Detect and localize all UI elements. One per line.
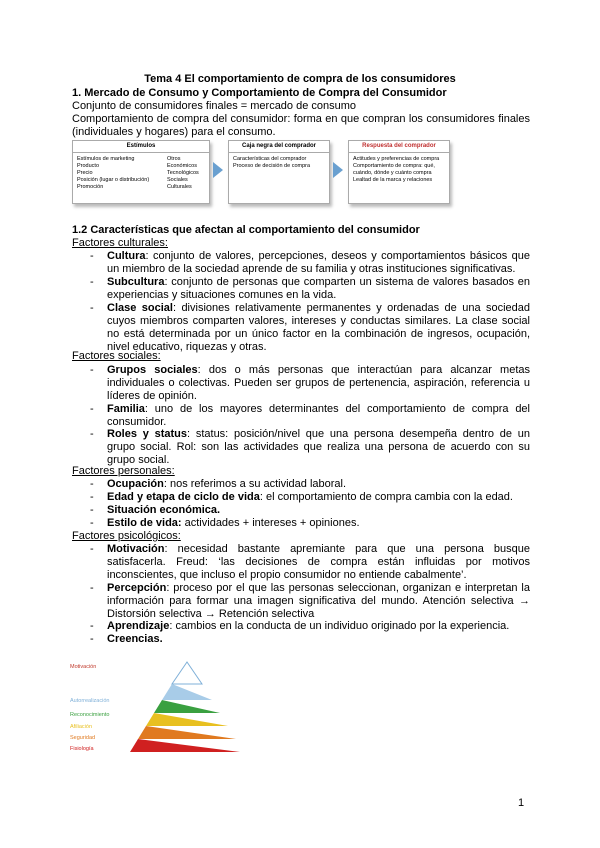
item-term: Percepción [107, 582, 167, 594]
stimuli-marketing-col [77, 156, 155, 191]
item-term: Subcultura [107, 276, 165, 288]
pyramid-label: Autorrealización [70, 698, 110, 704]
list-item: - Edad y etapa de ciclo de vida: el comportamiento de compra cambia con la edad. [90, 491, 513, 503]
item-term: Cultura [107, 250, 146, 262]
stimulus-response-diagram [72, 140, 450, 206]
diagram-box-black-box-title: Caja negra del comprador [229, 141, 329, 153]
item-text: : divisiones relativamente permanentes y ordenadas de una sociedad cuyos miembros comparten valores, intereses y conductas similares. La clase social no está determinada por un único factor en la combinación de ingresos, ocupación, nivel educativo, riquezas y otras. [107, 302, 531, 353]
diagram-box-stimuli-title: Estímulos [73, 141, 209, 153]
list-item: - Clase social: divisiones relativamente permanentes y ordenadas de una sociedad cuyos miembros comparten valores, intereses y conductas similares. La clase social no está determinada por un único factor en la combinación de ingresos, ocupación, nivel educativo, riquezas y otras. [90, 302, 531, 353]
item-text: : uno de los mayores determinantes del comportamiento de compra del consumidor. [107, 403, 530, 428]
stimuli-other-col [167, 156, 207, 191]
black-box-item: Características del comprador [233, 156, 307, 162]
response-col [353, 156, 447, 184]
response-item: Actitudes y preferencias de compra [353, 156, 440, 162]
item-term: Clase social [107, 302, 173, 314]
psych-factors-label: Factores psicológicos: [72, 530, 181, 542]
stimuli-item: Producto [77, 163, 100, 169]
item-text: : necesidad bastante apremiante para que una persona busque satisfacerla. Freud: ‘las decisiones de compra están influidas por motivos inconscientes, que incluso el propio consumidor no entiende cabalmente’. [107, 543, 530, 581]
pyramid-label: Afiliación [70, 724, 93, 730]
list-item: - Subcultura: conjunto de personas que comparten un sistema de valores basados en experiencias y situaciones comunes en la vida. [90, 276, 530, 301]
pyramid-tier [154, 700, 220, 713]
pyramid-label: Reconocimiento [70, 712, 110, 718]
pyramid-tier [172, 662, 202, 684]
maslow-pyramid [70, 660, 240, 760]
pyramid-graphic [70, 660, 240, 760]
list-item: - Ocupación: nos referimos a su actividad laboral. [90, 478, 347, 490]
list-item: - Motivación: necesidad bastante apremiante para que una persona busque satisfacerla. Freud: ‘las decisiones de compra están influidas por motivos inconscientes, que incluso el propio consumidor no entiende cabalmente’. [90, 543, 530, 581]
response-item: cuándo, dónde y cuánto compra [353, 170, 432, 176]
list-item: - Creencias. [90, 633, 163, 645]
item-term: Edad y etapa de ciclo de vida [107, 491, 260, 503]
pyramid-label: Seguridad [70, 735, 96, 741]
list-item: - Aprendizaje: cambios en la conducta de un individuo originado por la experiencia. [90, 620, 510, 632]
diagram-arrow-icon [213, 162, 223, 178]
diagram-box-response-title: Respuesta del comprador [349, 141, 449, 153]
item-term: Grupos sociales [107, 364, 198, 376]
item-term: Motivación [107, 543, 165, 555]
section1-line1: Conjunto de consumidores finales = mercado de consumo [72, 100, 357, 112]
pyramid-tier [130, 739, 240, 752]
item-text: : nos referimos a su actividad laboral. [163, 478, 347, 490]
document-title: Tema 4 El comportamiento de compra de los consumidores [144, 73, 456, 85]
stimuli-item: Económicos [167, 163, 197, 169]
diagram-arrow-icon [333, 162, 343, 178]
social-factors-label: Factores sociales: [72, 350, 161, 362]
pyramid-label: Fisiología [70, 746, 94, 752]
cultural-factors-label: Factores culturales: [72, 237, 168, 249]
item-text: : dos o más personas que interactúan para alcanzar metas individuales o colectivas. Pueden ser grupos de pertenencia, aspiración, referencia u líderes de opinión. [107, 364, 530, 402]
stimuli-item: Promoción [77, 184, 104, 190]
diagram-box-stimuli [72, 140, 210, 204]
section1-heading: 1. Mercado de Consumo y Comportamiento de Compra del Consumidor [72, 87, 447, 99]
black-box-item: Proceso de decisión de compra [233, 163, 311, 169]
response-item: Comportamiento de compra: qué, [353, 163, 435, 169]
item-text: : status: posición/nivel que una persona desempeña dentro de un grupo social. Rol: son las actividades que realiza una persona de acuerdo con su grupo social. [107, 428, 531, 466]
item-text: : cambios en la conducta de un individuo originado por la experiencia. [169, 620, 510, 632]
stimuli-item: Posición (lugar o distribución) [77, 177, 150, 183]
list-item: - Grupos sociales: dos o más personas que interactúan para alcanzar metas individuales o colectivas. Pueden ser grupos de pertenencia, aspiración, referencia u líderes de opinión. [90, 364, 530, 402]
item-text: : conjunto de valores, percepciones, deseos y comportamientos básicos que un miembro de la sociedad aprende de su familia y otras instituciones significativas. [107, 250, 530, 275]
item-term: Ocupación [107, 478, 164, 490]
page-number: 1 [518, 797, 525, 809]
black-box-col [233, 156, 327, 170]
list-item: - Estilo de vida: actividades + intereses + opiniones. [90, 517, 360, 529]
stimuli-item: Estímulos de marketing [77, 156, 135, 162]
item-term: Familia [107, 403, 145, 415]
stimuli-item: Culturales [167, 184, 192, 190]
list-item: - Cultura: conjunto de valores, percepciones, deseos y comportamientos básicos que un miembro de la sociedad aprende de su familia y otras instituciones significativas. [90, 250, 530, 275]
diagram-box-black-box [228, 140, 330, 204]
response-item: Lealtad de la marca y relaciones [353, 177, 433, 183]
list-item: - Situación económica. [90, 504, 221, 516]
stimuli-item: Otros [167, 156, 181, 162]
pyramid-label: Motivación [70, 664, 97, 670]
list-item: - Familia: uno de los mayores determinantes del comportamiento de compra del consumidor. [90, 403, 530, 428]
stimuli-item: Sociales [167, 177, 188, 183]
item-text: : conjunto de personas que comparten un sistema de valores basados en experiencias y situaciones comunes en la vida. [107, 276, 530, 301]
item-term: Roles y status [107, 428, 188, 440]
item-term: Estilo de vida: [107, 517, 182, 529]
section2-heading: 1.2 Características que afectan al comportamiento del consumidor [72, 224, 420, 236]
item-text: : proceso por el que las personas seleccionan, organizan e interpretan la información para formar una imagen significativa del mundo. Atención selectiva → Distorsión selectiva → Retención selectiva [107, 582, 530, 620]
list-item: - Percepción: proceso por el que las personas seleccionan, organizan e interpretan la información para formar una imagen significativa del mundo. Atención selectiva → Distorsión selectiva → Retención selectiva [90, 582, 530, 620]
section1-line2: Comportamiento de compra del consumidor: forma en que compran los consumidores finales (individuales y hogares) para el consumo. [72, 113, 530, 138]
item-term: Situación económica. [107, 504, 221, 516]
pyramid-tier [162, 684, 212, 700]
stimuli-item: Precio [77, 170, 93, 176]
pyramid-tier [138, 726, 236, 739]
stimuli-item: Tecnológicos [167, 170, 199, 176]
diagram-box-response [348, 140, 450, 204]
pyramid-tier [146, 713, 228, 726]
list-item: - Roles y status: status: posición/nivel que una persona desempeña dentro de un grupo social. Rol: son las actividades que realiza una persona de acuerdo con su grupo social. [90, 428, 531, 466]
item-text: actividades + intereses + opiniones. [181, 517, 360, 529]
item-text: : el comportamiento de compra cambia con la edad. [259, 491, 513, 503]
item-term: Creencias. [107, 633, 163, 645]
personal-factors-label: Factores personales: [72, 465, 175, 477]
item-term: Aprendizaje [107, 620, 170, 632]
